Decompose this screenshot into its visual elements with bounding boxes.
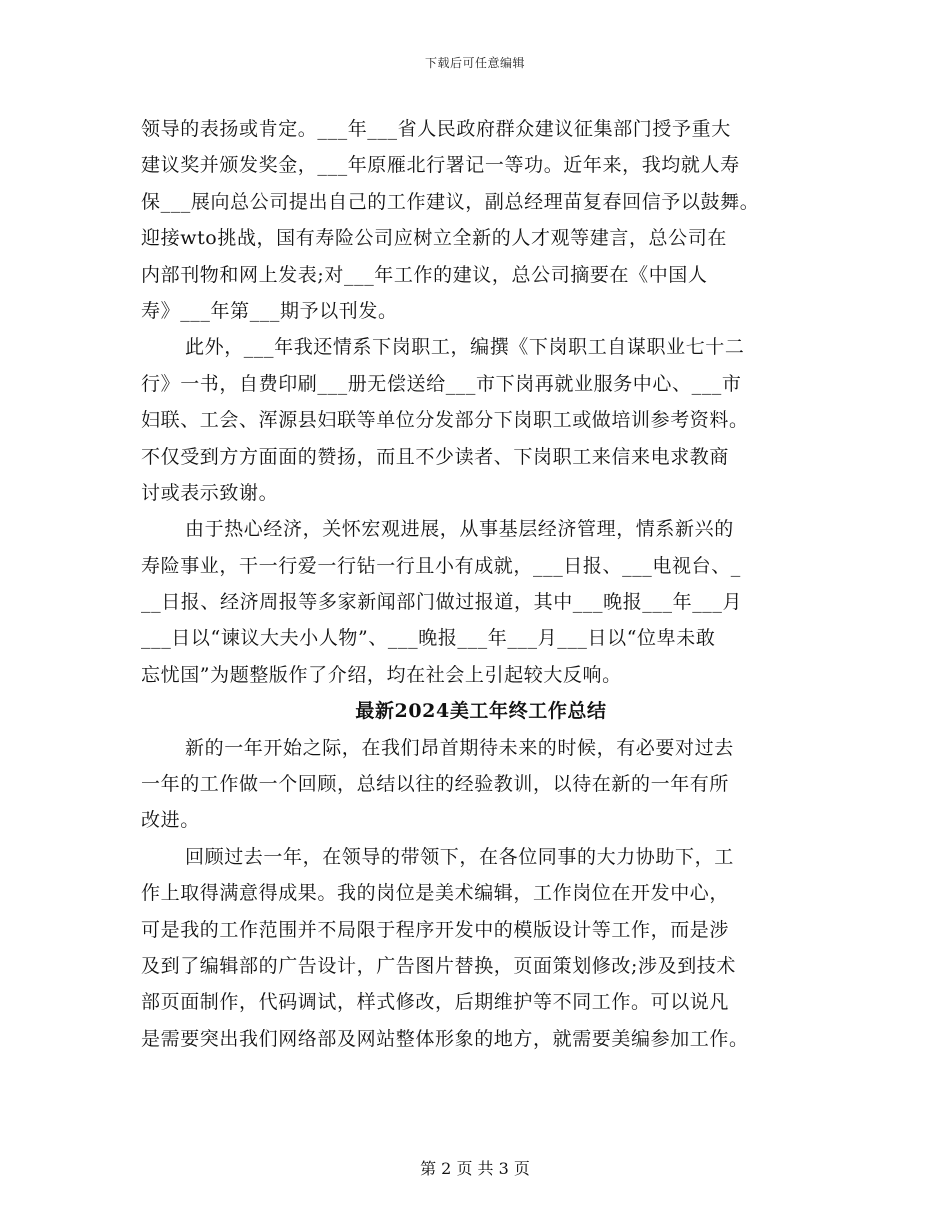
text-line: 可是我的工作范围并不局限于程序开发中的模版设计等工作，而是涉 <box>141 918 730 941</box>
text-line: 部页面制作，代码调试，样式修改，后期维护等不同工作。可以说凡 <box>141 991 730 1014</box>
text-line: 改进。 <box>141 809 200 832</box>
document-body <box>141 111 821 1057</box>
paragraph-laid-off-workers <box>141 329 821 511</box>
text-line: 回顾过去一年，在领导的带领下，在各位同事的大力协助下，工 <box>185 845 734 868</box>
text-line: 寿》___年第___期予以刊发。 <box>141 299 398 322</box>
text-line: 忘忧国”为题整版作了介绍，均在社会上引起较大反响。 <box>141 663 622 686</box>
text-line: 妇联、工会、浑源县妇联等单位分发部分下岗职工或做培训参考资料。 <box>141 409 749 432</box>
text-line: ___日以“谏议大夫小人物”、___晚报___年___月___日以“位卑未敢 <box>141 627 716 650</box>
text-line: 新的一年开始之际，在我们昂首期待未来的时候，有必要对过去 <box>185 736 734 759</box>
text-line: 迎接wto挑战，国有寿险公司应树立全新的人才观等建言，总公司在 <box>141 227 727 250</box>
paragraph-media-coverage <box>141 511 821 693</box>
text-line: 寿险事业，干一行爱一行钻一行且小有成就，___日报、___电视台、_ <box>141 554 741 577</box>
page-number-footer: 第 2 页 共 3 页 <box>420 1159 530 1178</box>
page-header-note: 下载后可任意编辑 <box>424 56 525 70</box>
text-line: __日报、经济周报等多家新闻部门做过报道，其中___晚报___年___月 <box>141 591 743 614</box>
paragraph-awards <box>141 111 821 329</box>
text-line: 是需要突出我们网络部及网站整体形象的地方，就需要美编参加工作。 <box>141 1027 749 1050</box>
paragraph-intro <box>141 730 821 839</box>
paragraph-review <box>141 839 821 1057</box>
text-line: 一年的工作做一个回顾，总结以往的经验教训，以待在新的一年有所 <box>141 773 730 796</box>
text-line: 作上取得满意得成果。我的岗位是美术编辑，工作岗位在开发中心， <box>141 882 730 905</box>
text-line: 领导的表扬或肯定。___年___省人民政府群众建议征集部门授予重大 <box>141 118 731 140</box>
text-line: 保___展向总公司提出自己的工作建议，副总经理苗复春回信予以鼓舞。 <box>141 190 760 213</box>
text-line: 讨或表示致谢。 <box>141 481 279 504</box>
text-line: 此外，___年我还情系下岗职工，编撰《下岗职工自谋职业七十二 <box>185 336 745 359</box>
article-title: 最新2024美工年终工作总结 <box>355 700 607 723</box>
text-line: 建议奖并颁发奖金，___年原雁北行署记一等功。近年来，我均就人寿 <box>141 154 740 177</box>
text-line: 内部刊物和网上发表;对___年工作的建议，总公司摘要在《中国人 <box>141 263 708 286</box>
text-line: 及到了编辑部的广告设计，广告图片替换，页面策划修改;涉及到技术 <box>141 954 737 977</box>
text-line: 由于热心经济，关怀宏观进展，从事基层经济管理，情系新兴的 <box>185 518 734 541</box>
text-line: 行》一书，自费印刷___册无偿送给___市下岗再就业服务中心、___市 <box>141 372 742 395</box>
text-line: 不仅受到方方面面的赞扬，而且不少读者、下岗职工来信来电求教商 <box>141 445 730 468</box>
